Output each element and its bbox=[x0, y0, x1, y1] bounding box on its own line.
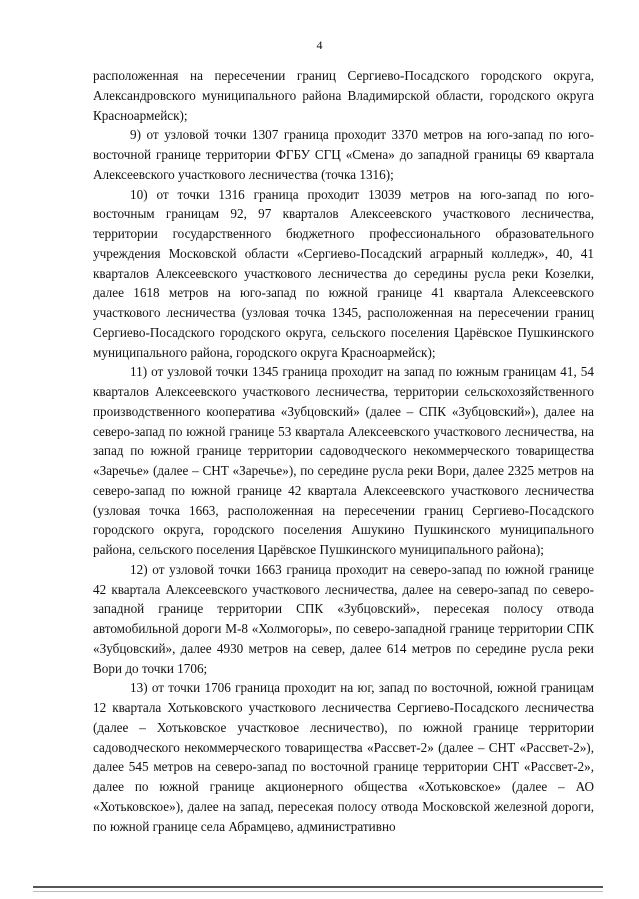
page-number: 4 bbox=[316, 38, 323, 52]
paragraph-item-13: 13) от точки 1706 граница проходит на юг, запад по восточной, южной границам 12 квартала Хотьковского участкового лесничества Сергиево-Посадского лесничества (далее – Хотьковское участковое лесничество), по южной границе территории садоводческого некоммерческого товарищества «Рассвет-2» (далее – СНТ «Рассвет-2»), далее 545 метров на северо-запад по восточной границе территории СНТ «Рассвет-2», далее по южной границе акционерного общества «Хотьковское» (далее – АО «Хотьковское»), далее на запад, пересекая полосу отвода Московской железной дороги, по южной границе села Абрамцево, административно bbox=[93, 680, 594, 834]
footer-rule-secondary bbox=[33, 891, 603, 892]
paragraph-item-12: 12) от узловой точки 1663 граница проходит на северо-запад по южной границе 42 квартала Алексеевского участкового лесничества, далее на северо-запад по северо-западной границе территории СПК «Зубцовский», пересекая полосу отвода автомобильной дороги М-8 «Холмогоры», по северо-западной границе территории СПК «Зубцовский», далее 4930 метров на север, далее 614 метров по середине русла реки Вори до точки 1706; bbox=[93, 561, 594, 676]
paragraph-continuation: расположенная на пересечении границ Сергиево-Посадского городского округа, Александровского муниципального района Владимирской области, городского округа Красноармейск); bbox=[93, 68, 594, 123]
footer-rule bbox=[33, 886, 603, 888]
paragraph-item-10: 10) от точки 1316 граница проходит 13039 метров на юго-запад по юго-восточным границам 92, 97 кварталов Алексеевского участкового лесничества, территории государственного бюджетного профессионального образовательного учреждения Московской области «Сергиево-Посадский аграрный колледж», 40, 41 кварталов Алексеевского участкового лесничества до середины русла реки Козелки, далее 1618 метров на юго-запад по южной границе 41 квартала Алексеевского участкового лесничества (узловая точка 1345, расположенная на пересечении границ Сергиево-Посадского городского округа, сельского поселения Царёвское Пушкинского муниципального района, городского округа Красноармейск); bbox=[93, 186, 594, 360]
paragraph-item-11: 11) от узловой точки 1345 граница проходит на запад по южным границам 41, 54 кварталов Алексеевского участкового лесничества, территории сельскохозяйственного производственного кооператива «Зубцовский» (далее – СПК «Зубцовский»), далее на северо-запад по южной границе 53 квартала Алексеевского участкового лесничества, на запад по южной границе территории садоводческого некоммерческого товарищества «Заречье» (далее – СНТ «Заречье»), по середине русла реки Вори, далее 2325 метров на северо-запад по южной границе 42 квартала Алексеевского участкового лесничества (узловая точка 1663, расположенная на пересечении границ Сергиево-Посадского городского округа, городского поселения Ашукино Пушкинского муниципального района, сельского поселения Царёвское Пушкинского муниципального района); bbox=[93, 364, 594, 557]
paragraph-item-9: 9) от узловой точки 1307 граница проходит 3370 метров на юго-запад по юго-восточной границе территории ФГБУ СГЦ «Смена» до западной границы 69 квартала Алексеевского участкового лесничества (точка 1316); bbox=[93, 127, 594, 182]
document-body bbox=[93, 66, 594, 836]
